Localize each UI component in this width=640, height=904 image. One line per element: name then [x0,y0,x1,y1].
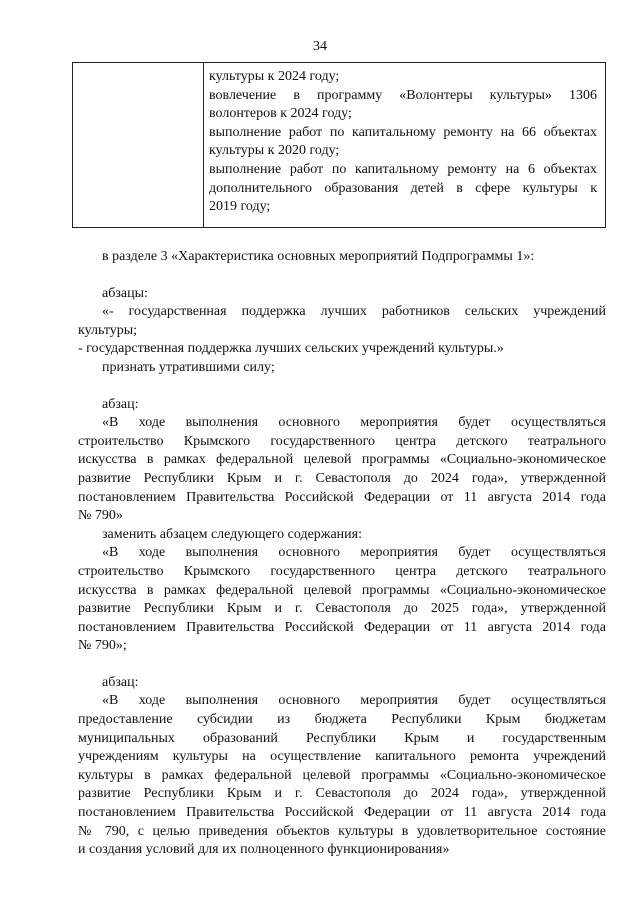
quoted-line: и создания условий для их полноценного функционирования» [78,842,450,858]
quoted-line: предоставление субсидии из бюджета Республики Крым бюджетам [78,712,606,728]
new-text-line: искусства в рамках федеральной целевой программы «Социально-экономическое [78,582,606,598]
old-text-line: развитие Республики Крым и г. Севастополя до 2024 года», утвержденной [78,470,606,486]
table-line: выполнение работ по капитальному ремонту на 66 объектах [209,124,597,140]
new-text-line: развитие Республики Крым и г. Севастополя до 2025 года», утвержденной [78,601,606,617]
quoted-line: муниципальных образований Республики Крым и государственным [78,730,606,746]
table-line: культуры к 2020 году; [209,143,340,159]
quoted-line: культуры; [78,322,138,338]
table-line: волонтеров к 2024 году; [209,106,352,122]
table-line: выполнение работ по капитальному ремонту на 6 объектах [209,161,597,177]
table-right-cell [209,68,597,217]
quoted-line: учреждениям культуры на осуществление капитального ремонта учреждений [78,749,606,765]
old-text-line: «В ходе выполнения основного мероприятия будет осуществляться [102,415,606,431]
quoted-line: «В ходе выполнения основного мероприятия будет осуществляться [102,693,606,709]
block-action: признать утратившими силу; [102,359,275,375]
quoted-line: постановлением Правительства Российской Федерации от 11 августа 2014 года [78,805,606,821]
old-text-line: строительство Крымского государственного центра детского театрального [78,433,606,449]
block-paragraph-replaced [78,396,606,656]
new-text-line: № 790»; [78,638,127,654]
document-body [78,248,606,860]
quoted-line: «- государственная поддержка лучших работников сельских учреждений [102,304,606,320]
old-text-line: постановлением Правительства Российской Федерации от 11 августа 2014 года [78,489,606,505]
new-text-line: «В ходе выполнения основного мероприятия будет осуществляться [102,545,606,561]
quoted-line: развитие Республики Крым и г. Севастополя до 2024 года», утвержденной [78,786,606,802]
old-text-line: искусства в рамках федеральной целевой программы «Социально-экономическое [78,452,606,468]
program-table [72,62,606,228]
table-column-divider [203,63,204,227]
new-text-line: постановлением Правительства Российской Федерации от 11 августа 2014 года [78,619,606,635]
table-line: вовлечение в программу «Волонтеры культуры» 1306 [209,87,597,103]
table-line: культуры к 2024 году; [209,69,340,84]
table-line: 2019 году; [209,199,271,215]
replace-label: заменить абзацем следующего содержания: [102,526,362,542]
quoted-line: культуры в рамках федеральной целевой программы «Социально-экономическое [78,767,606,783]
new-text-line: строительство Крымского государственного центра детского театрального [78,563,606,579]
section-intro: в разделе 3 «Характеристика основных мероприятий Подпрограммы 1»: [102,249,535,264]
table-left-cell [73,63,203,227]
page-number: 34 [313,39,327,54]
block-label: абзац: [102,674,139,690]
old-text-line: № 790» [78,508,123,524]
quoted-line: - государственная поддержка лучших сельских учреждений культуры.» [78,341,504,357]
block-paragraph-quoted [78,674,606,860]
table-line: дополнительного образования детей в сфере культуры к [209,180,597,196]
block-label: абзац: [102,396,139,412]
quoted-line: № 790, с целью приведения объектов культуры в удовлетворительное состояние [78,823,606,839]
block-paragraphs-removed [78,285,606,378]
block-label: абзацы: [102,285,148,301]
